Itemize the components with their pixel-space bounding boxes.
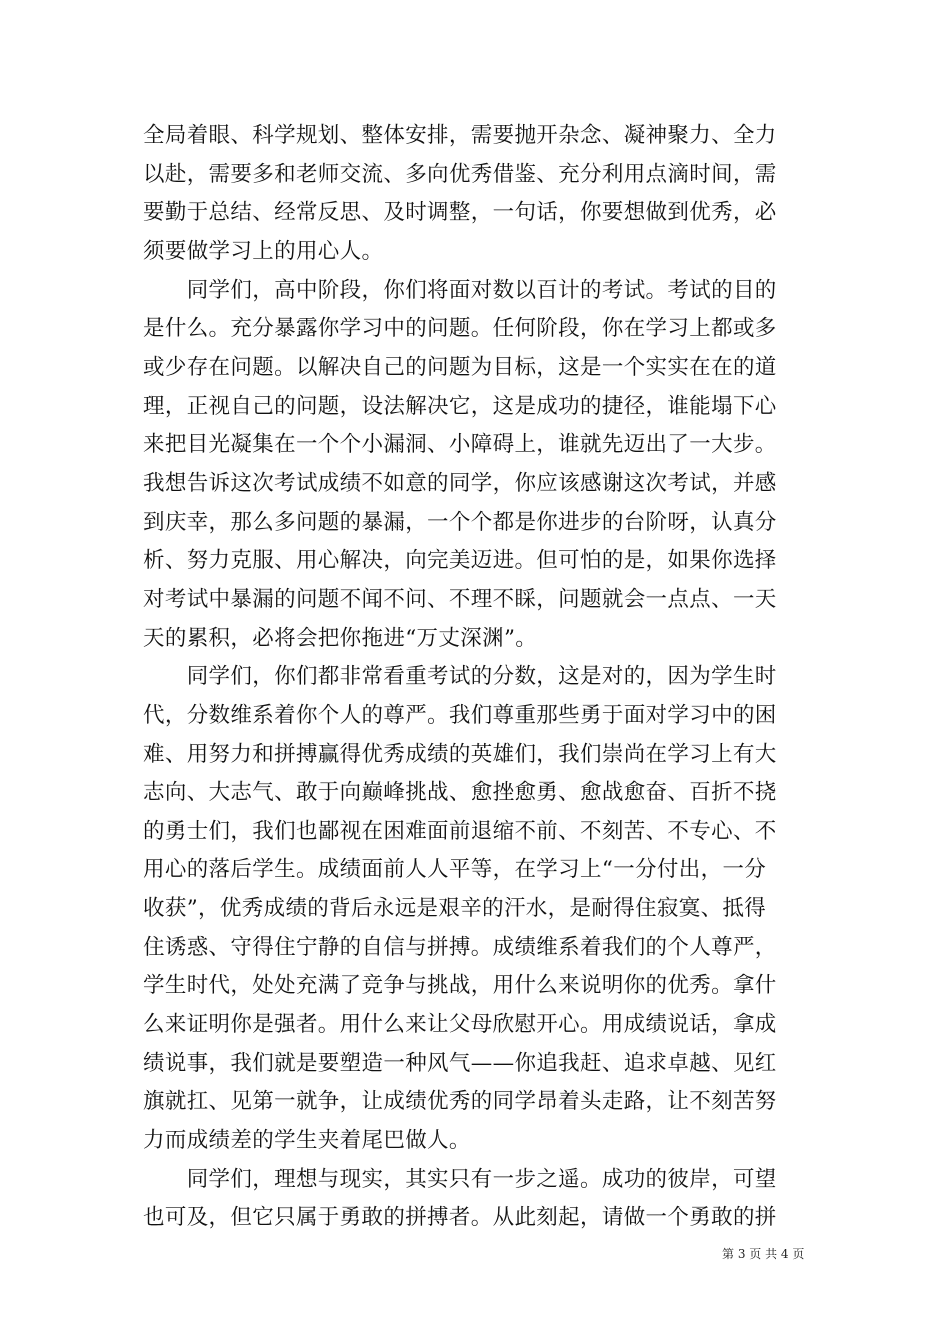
text-line: 对考试中暴漏的问题不闻不问、不理不睬，问题就会一点点、一天 xyxy=(143,586,777,612)
text-line: 收获”，优秀成绩的背后永远是艰辛的汗水，是耐得住寂寞、抵得 xyxy=(143,896,767,922)
text-line: 也可及，但它只属于勇敢的拼搏者。从此刻起，请做一个勇敢的拼 xyxy=(143,1205,777,1231)
text-line: 旗就扛、见第一就争，让成绩优秀的同学昂着头走路，让不刻苦努 xyxy=(143,1089,777,1115)
text-line: 来把目光凝集在一个个小漏洞、小障碍上，谁就先迈出了一大步。 xyxy=(143,432,777,458)
text-line: 住诱惑、守得住宁静的自信与拼搏。成绩维系着我们的个人尊严， xyxy=(143,934,777,960)
text-line: 用心的落后学生。成绩面前人人平等，在学习上“一分付出，一分 xyxy=(143,857,767,883)
text-line: 代，分数维系着你个人的尊严。我们尊重那些勇于面对学习中的困 xyxy=(143,702,777,728)
text-line: 须要做学习上的用心人。 xyxy=(143,238,384,264)
text-line: 理，正视自己的问题，设法解决它，这是成功的捷径，谁能塌下心 xyxy=(143,393,777,419)
page-number-footer: 第 3 页 共 4 页 xyxy=(722,1247,805,1261)
text-line: 的勇士们，我们也鄙视在困难面前退缩不前、不刻苦、不专心、不 xyxy=(143,818,777,844)
text-line: 是什么。充分暴露你学习中的问题。任何阶段，你在学习上都或多 xyxy=(143,316,777,342)
text-line: 同学们，理想与现实，其实只有一步之遥。成功的彼岸，可望 xyxy=(143,1166,777,1192)
text-line: 绩说事，我们就是要塑造一种风气——你追我赶、追求卓越、见红 xyxy=(143,1050,777,1076)
text-line: 全局着眼、科学规划、整体安排，需要抛开杂念、凝神聚力、全力 xyxy=(143,123,777,148)
text-line: 难、用努力和拼搏赢得优秀成绩的英雄们，我们崇尚在学习上有大 xyxy=(143,741,777,767)
text-line: 天的累积，必将会把你拖进“万丈深渊”。 xyxy=(143,625,538,651)
text-line: 以赴，需要多和老师交流、多向优秀借鉴、充分利用点滴时间，需 xyxy=(143,161,777,187)
text-line: 到庆幸，那么多问题的暴漏，一个个都是你进步的台阶呀，认真分 xyxy=(143,509,777,535)
text-line: 志向、大志气、敢于向巅峰挑战、愈挫愈勇、愈战愈奋、百折不挠 xyxy=(143,780,777,806)
text-line: 力而成绩差的学生夹着尾巴做人。 xyxy=(143,1128,471,1154)
body-text xyxy=(143,117,808,1238)
text-line: 同学们，高中阶段，你们将面对数以百计的考试。考试的目的 xyxy=(143,277,777,303)
text-line: 么来证明你是强者。用什么来让父母欣慰开心。用成绩说话，拿成 xyxy=(143,1012,777,1038)
text-line: 同学们，你们都非常看重考试的分数，这是对的，因为学生时 xyxy=(143,664,777,690)
text-line: 我想告诉这次考试成绩不如意的同学，你应该感谢这次考试，并感 xyxy=(143,470,777,496)
text-line: 要勤于总结、经常反思、及时调整，一句话，你要想做到优秀，必 xyxy=(143,200,777,226)
text-line: 学生时代，处处充满了竞争与挑战，用什么来说明你的优秀。拿什 xyxy=(143,973,777,999)
text-line: 或少存在问题。以解决自己的问题为目标，这是一个实实在在的道 xyxy=(143,354,777,380)
text-line: 析、努力克服、用心解决，向完美迈进。但可怕的是，如果你选择 xyxy=(143,548,777,574)
